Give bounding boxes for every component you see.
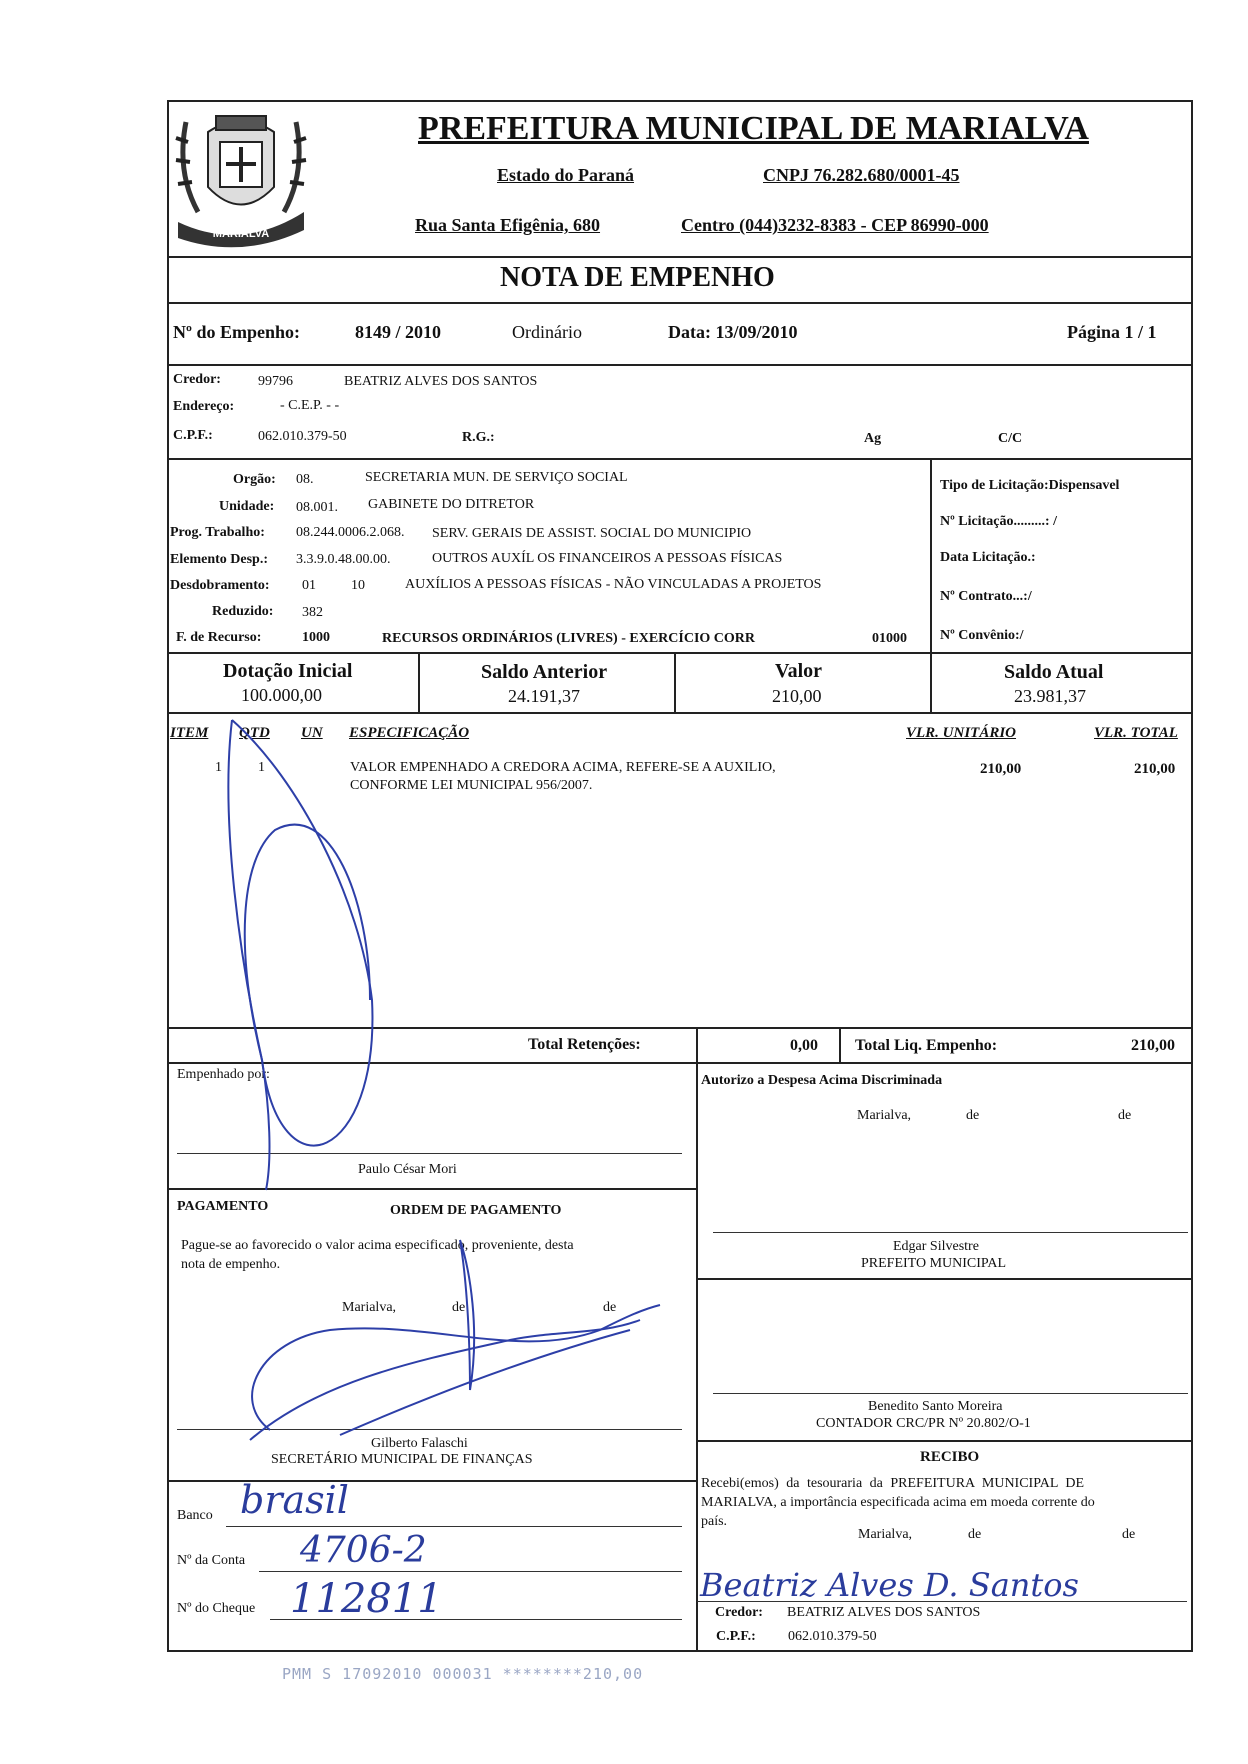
recurso-num: 01000 [872, 631, 907, 646]
rg-label: R.G.: [462, 430, 495, 445]
valor-label: Valor [775, 660, 823, 682]
recibo-cpf-label: C.P.F.: [716, 1629, 756, 1644]
saldo-anterior-value: 24.191,37 [508, 686, 580, 706]
conta-line [259, 1571, 682, 1572]
recibo-credor-name: BEATRIZ ALVES DOS SANTOS [787, 1605, 981, 1620]
elemento-label: Elemento Desp.: [170, 552, 268, 567]
ordem-pagamento: ORDEM DE PAGAMENTO [390, 1203, 562, 1218]
row-spec-line2: CONFORME LEI MUNICIPAL 956/2007. [350, 778, 593, 793]
divider [167, 1062, 1193, 1064]
ag-label: Ag [864, 431, 882, 446]
recurso-desc: RECURSOS ORDINÁRIOS (LIVRES) - EXERCÍCIO CORR [382, 631, 755, 646]
autorizo-signer-role: PREFEITO MUNICIPAL [861, 1256, 1007, 1271]
banco-label: Banco [177, 1508, 213, 1523]
prog-label: Prog. Trabalho: [170, 525, 265, 540]
contador-role: CONTADOR CRC/PR Nº 20.802/O-1 [816, 1416, 1031, 1431]
unidade-code: 08.001. [296, 500, 338, 515]
recibo-text-line1: Recebi(emos) da tesouraria da PREFEITURA MUNICIPAL DE [701, 1476, 1085, 1491]
desdobramento-code2: 10 [351, 578, 365, 593]
pagamento-city: Marialva, [342, 1300, 397, 1315]
liquido-label: Total Liq. Empenho: [855, 1037, 998, 1054]
licitacao-convenio: Nº Convênio:/ [940, 628, 1024, 643]
prog-desc: SERV. GERAIS DE ASSIST. SOCIAL DO MUNICIPIO [432, 526, 752, 541]
divider [930, 652, 932, 712]
empenho-type: Ordinário [512, 322, 582, 342]
conta-handwritten: 4706-2 [300, 1530, 427, 1571]
reduzido-label: Reduzido: [212, 604, 274, 619]
divider [697, 1440, 1193, 1442]
recibo-signature: Beatriz Alves D. Santos [700, 1566, 1079, 1604]
pagamento-signer: Gilberto Falaschi [371, 1436, 468, 1451]
cc-label: C/C [998, 431, 1023, 446]
divider [167, 1188, 697, 1190]
signature-line [177, 1429, 682, 1430]
divider [674, 652, 676, 712]
divider [697, 1278, 1193, 1280]
row-item: 1 [215, 760, 222, 775]
divider [418, 652, 420, 712]
divider [167, 652, 1193, 654]
cheque-handwritten: 112811 [290, 1576, 443, 1622]
credor-code: 99796 [258, 374, 293, 389]
dotacao-label: Dotação Inicial [223, 660, 353, 682]
orgao-code: 08. [296, 472, 314, 487]
row-spec-line1: VALOR EMPENHADO A CREDORA ACIMA, REFERE-SE A AUXILIO, [350, 760, 776, 775]
recibo-de2: de [1122, 1527, 1136, 1542]
row-total: 210,00 [1134, 761, 1176, 777]
col-un: UN [301, 725, 323, 741]
saldo-anterior-label: Saldo Anterior [481, 661, 608, 683]
pagamento-de2: de [603, 1300, 617, 1315]
divider [839, 1027, 841, 1062]
cpf-label: C.P.F.: [173, 428, 213, 443]
licitacao-numero: Nº Licitação.........: / [940, 514, 1057, 529]
dotacao-value: 100.000,00 [241, 685, 322, 705]
contador-signer: Benedito Santo Moreira [868, 1399, 1003, 1414]
reduzido-value: 382 [302, 605, 323, 620]
pagamento-signer-role: SECRETÁRIO MUNICIPAL DE FINANÇAS [271, 1452, 533, 1467]
doc-title: NOTA DE EMPENHO [500, 262, 775, 293]
validation-stamp: PMM S 17092010 000031 ********210,00 [282, 1665, 644, 1683]
pagamento-label: PAGAMENTO [177, 1199, 269, 1214]
recibo-text-line2: MARIALVA, a importância especificada acima em moeda corrente do [701, 1495, 1095, 1510]
divider [167, 256, 1193, 258]
header-address: Rua Santa Efigênia, 680 [415, 215, 601, 235]
recurso-label: F. de Recurso: [176, 630, 262, 645]
recibo-credor-label: Credor: [715, 1605, 763, 1620]
recurso-code: 1000 [302, 630, 330, 645]
desdobramento-code1: 01 [302, 578, 316, 593]
endereco-label: Endereço: [173, 399, 235, 414]
empenho-page: Página 1 / 1 [1067, 322, 1157, 342]
conta-label: Nº da Conta [177, 1553, 246, 1568]
signature-line [177, 1153, 682, 1154]
unidade-desc: GABINETE DO DITRETOR [368, 497, 535, 512]
autorizo-city: Marialva, [857, 1108, 912, 1123]
recibo-title: RECIBO [920, 1449, 980, 1465]
saldo-atual-value: 23.981,37 [1014, 686, 1086, 706]
row-qtd: 1 [258, 760, 265, 775]
saldo-atual-label: Saldo Atual [1004, 661, 1104, 683]
orgao-desc: SECRETARIA MUN. DE SERVIÇO SOCIAL [365, 470, 628, 485]
pagamento-text-line1: Pague-se ao favorecido o valor acima especificado, proveniente, desta [181, 1238, 574, 1253]
liquido-value: 210,00 [1131, 1037, 1175, 1054]
header-state: Estado do Paraná [497, 165, 635, 185]
autorizo-title: Autorizo a Despesa Acima Discriminada [701, 1073, 943, 1088]
col-unit: VLR. UNITÁRIO [906, 725, 1017, 741]
svg-text:MARIALVA: MARIALVA [212, 228, 270, 240]
row-unit: 210,00 [980, 761, 1022, 777]
col-spec: ESPECIFICAÇÃO [349, 725, 470, 741]
recibo-cpf-value: 062.010.379-50 [788, 1629, 877, 1644]
orgao-label: Orgão: [233, 472, 276, 487]
empenho-number-label: Nº do Empenho: [173, 322, 300, 342]
valor-value: 210,00 [772, 686, 822, 706]
divider [167, 364, 1193, 366]
divider [167, 458, 1193, 460]
col-qtd: QTD [239, 725, 270, 741]
divider [167, 712, 1193, 714]
desdobramento-label: Desdobramento: [170, 578, 270, 593]
divider [930, 458, 932, 652]
unidade-label: Unidade: [219, 499, 275, 514]
credor-label: Credor: [173, 372, 221, 387]
elemento-code: 3.3.9.0.48.00.00. [296, 552, 391, 567]
empenhado-label: Empenhado por: [177, 1067, 270, 1082]
prog-code: 08.244.0006.2.068. [296, 525, 405, 540]
autorizo-signer: Edgar Silvestre [893, 1239, 979, 1254]
recibo-text-line3: país. [701, 1514, 728, 1529]
endereco-value: - C.E.P. - - [280, 398, 340, 413]
desdobramento-desc: AUXÍLIOS A PESSOAS FÍSICAS - NÃO VINCULADAS A PROJETOS [405, 577, 822, 592]
empenhado-name: Paulo César Mori [358, 1162, 457, 1177]
pagamento-text-line2: nota de empenho. [181, 1257, 281, 1272]
coat-of-arms-icon [168, 102, 314, 252]
col-total: VLR. TOTAL [1094, 725, 1178, 741]
autorizo-de2: de [1118, 1108, 1132, 1123]
autorizo-de1: de [966, 1108, 980, 1123]
signature-line [713, 1232, 1188, 1233]
elemento-desc: OUTROS AUXÍL OS FINANCEIROS A PESSOAS FÍSICAS [432, 551, 783, 566]
licitacao-contrato: Nº Contrato...:/ [940, 589, 1032, 604]
empenho-number: 8149 / 2010 [355, 322, 442, 342]
header-cnpj: CNPJ 76.282.680/0001-45 [763, 165, 960, 185]
header-address-rest: Centro (044)3232-8383 - CEP 86990-000 [681, 215, 989, 235]
cpf-value: 062.010.379-50 [258, 429, 347, 444]
empenho-date: Data: 13/09/2010 [668, 322, 798, 342]
divider [167, 302, 1193, 304]
banco-handwritten: brasil [240, 1478, 349, 1522]
col-item: ITEM [170, 725, 209, 741]
header-title: PREFEITURA MUNICIPAL DE MARIALVA [418, 110, 1089, 147]
recibo-de1: de [968, 1527, 982, 1542]
pagamento-de1: de [452, 1300, 466, 1315]
divider [167, 1027, 1193, 1029]
signature-line [713, 1393, 1188, 1394]
divider [696, 1027, 698, 1652]
licitacao-tipo: Tipo de Licitação:Dispensavel [940, 478, 1120, 493]
licitacao-data: Data Licitação.: [940, 550, 1036, 565]
retencoes-label: Total Retenções: [528, 1036, 641, 1053]
cheque-label: Nº do Cheque [177, 1601, 256, 1616]
retencoes-value: 0,00 [790, 1037, 818, 1054]
credor-name: BEATRIZ ALVES DOS SANTOS [344, 374, 538, 389]
recibo-city: Marialva, [858, 1527, 913, 1542]
signature-line [697, 1601, 1187, 1602]
banco-line [226, 1526, 682, 1527]
